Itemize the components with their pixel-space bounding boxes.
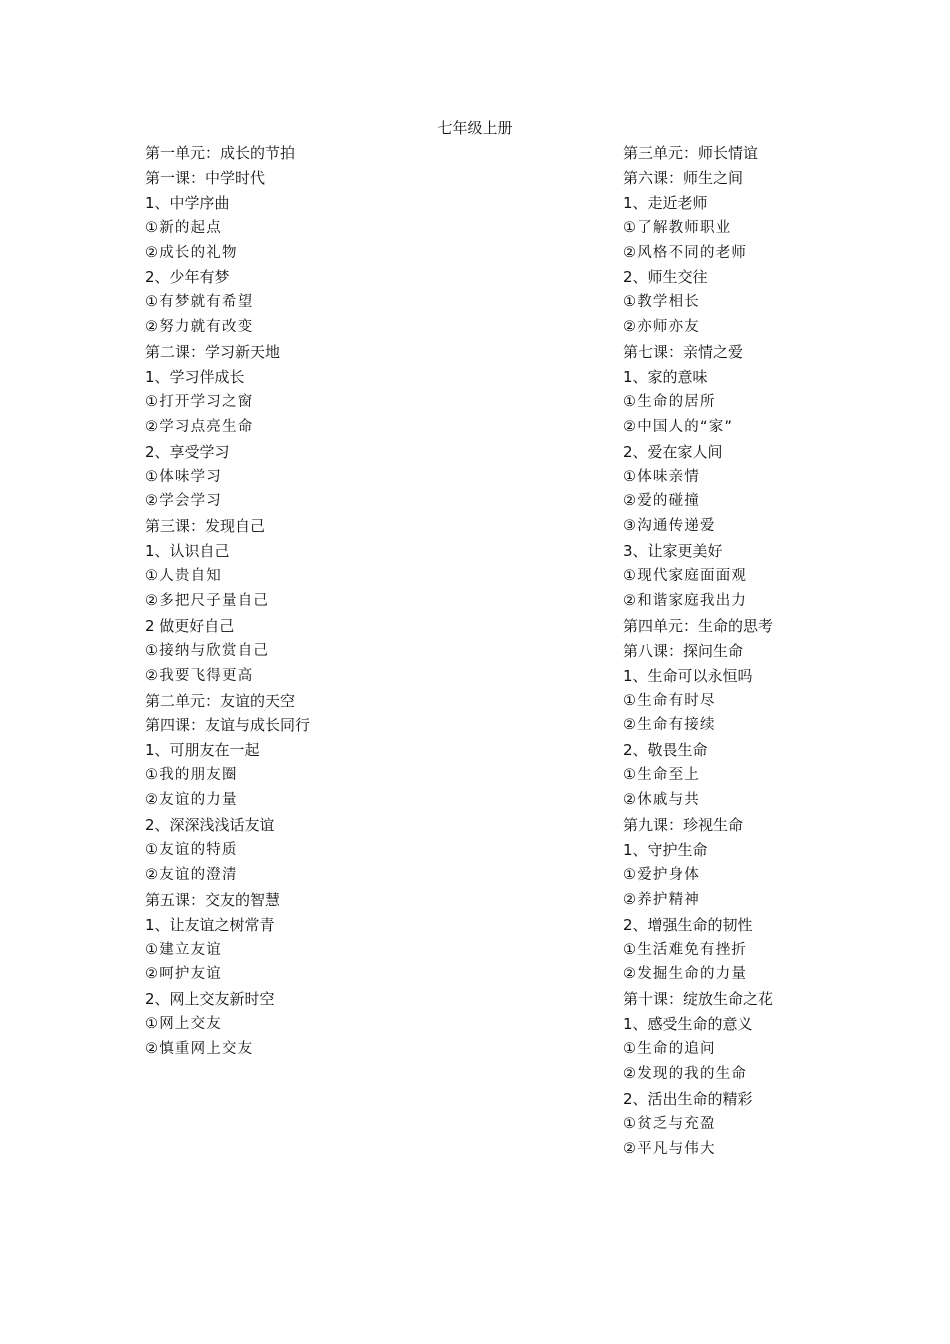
outline-subitem: ①网上交友	[145, 1016, 222, 1033]
outline-heading: 第六课：师生之间	[623, 168, 744, 187]
outline-subitem: ①生命的追问	[623, 1041, 716, 1058]
outline-heading: 2、网上交友新时空	[145, 990, 275, 1009]
outline-heading: 2 做更好自己	[145, 616, 235, 635]
outline-subitem: ①友谊的特质	[145, 841, 238, 858]
outline-subitem: ①有梦就有希望	[145, 294, 254, 311]
outline-subitem: ②慎重网上交友	[145, 1041, 254, 1058]
outline-subitem: ①我的朋友圈	[145, 767, 238, 784]
outline-subitem: ①生命至上	[623, 767, 700, 784]
outline-subitem: ①生命有时尽	[623, 692, 716, 709]
outline-heading: 1、守护生命	[623, 840, 708, 859]
outline-subitem: ②发掘生命的力量	[623, 966, 748, 983]
outline-heading: 第一单元：成长的节拍	[145, 144, 296, 162]
outline-heading: 第五课：交友的智慧	[145, 890, 281, 909]
outline-heading: 2、爱在家人间	[623, 442, 723, 461]
outline-heading: 1、家的意味	[623, 368, 708, 387]
outline-subitem: ②风格不同的老师	[623, 244, 748, 261]
outline-subitem: ②爱的碰撞	[623, 493, 700, 510]
outline-heading: 第四课：友谊与成长同行	[145, 716, 311, 735]
outline-subitem: ②学习点亮生命	[145, 418, 254, 435]
outline-subitem: ①人贵自知	[145, 568, 222, 585]
outline-subitem: ①新的起点	[145, 219, 222, 236]
outline-subitem: ①贫乏与充盈	[623, 1115, 716, 1132]
outline-heading: 2、享受学习	[145, 442, 230, 461]
outline-subitem: ②中国人的“家”	[623, 418, 734, 435]
outline-heading: 第二课：学习新天地	[145, 343, 281, 362]
outline-heading: 1、可朋友在一起	[145, 741, 260, 760]
outline-heading: 1、感受生命的意义	[623, 1015, 753, 1034]
outline-heading: 2、师生交往	[623, 268, 708, 287]
outline-subitem: ②亦师亦友	[623, 319, 700, 336]
outline-subitem: ②我要飞得更高	[145, 667, 254, 684]
outline-subitem: ②努力就有改变	[145, 319, 254, 336]
outline-heading: 第九课：珍视生命	[623, 816, 744, 835]
outline-subitem: ②休戚与共	[623, 792, 700, 809]
outline-subitem: ②发现的我的生命	[623, 1065, 748, 1082]
outline-heading: 1、生命可以永恒吗	[623, 666, 753, 685]
outline-heading: 1、学习伴成长	[145, 368, 245, 387]
outline-subitem: ②友谊的澄清	[145, 866, 238, 883]
outline-heading: 第八课：探问生命	[623, 641, 744, 660]
right-outline-column	[623, 141, 773, 1162]
outline-heading: 第十课：绽放生命之花	[623, 990, 774, 1009]
outline-subitem: ②友谊的力量	[145, 792, 238, 809]
outline-subitem: ①接纳与欣赏自己	[145, 642, 270, 659]
outline-subitem: ②养护精神	[623, 891, 700, 908]
outline-subitem: ①了解教师职业	[623, 219, 732, 236]
outline-subitem: ①体味亲情	[623, 468, 700, 485]
outline-subitem: ②多把尺子量自己	[145, 593, 270, 610]
left-outline-column	[145, 141, 310, 1062]
outline-subitem: ②生命有接续	[623, 717, 716, 734]
outline-heading: 第四单元：生命的思考	[623, 616, 774, 635]
outline-heading: 2、少年有梦	[145, 268, 230, 287]
outline-subitem: ②成长的礼物	[145, 244, 238, 261]
outline-subitem: ②平凡与伟大	[623, 1140, 716, 1157]
outline-subitem: ①爱护身体	[623, 866, 700, 883]
outline-subitem: ②呵护友谊	[145, 966, 222, 983]
outline-heading: 1、认识自己	[145, 542, 230, 561]
outline-subitem: ②学会学习	[145, 493, 222, 510]
outline-heading: 2、增强生命的韧性	[623, 915, 753, 934]
outline-heading: 第三课：发现自己	[145, 517, 266, 536]
outline-subitem: ①打开学习之窗	[145, 393, 254, 410]
outline-subitem: ①生活难免有挫折	[623, 941, 748, 958]
outline-heading: 1、走近老师	[623, 193, 708, 212]
outline-heading: 第二单元：友谊的天空	[145, 691, 296, 710]
outline-heading: 第一课：中学时代	[145, 168, 266, 187]
outline-subitem: ①生命的居所	[623, 393, 716, 410]
outline-heading: 3、让家更美好	[623, 542, 723, 561]
outline-heading: 1、中学序曲	[145, 193, 230, 212]
outline-subitem: ①现代家庭面面观	[623, 568, 748, 585]
outline-heading: 2、敬畏生命	[623, 741, 708, 760]
outline-subitem: ②和谐家庭我出力	[623, 593, 748, 610]
outline-subitem: ③沟通传递爱	[623, 518, 716, 535]
outline-heading: 1、让友谊之树常青	[145, 915, 275, 934]
outline-subitem: ①建立友谊	[145, 941, 222, 958]
outline-heading: 2、深深浅浅话友谊	[145, 816, 275, 835]
outline-subitem: ①教学相长	[623, 294, 700, 311]
outline-heading: 2、活出生命的精彩	[623, 1089, 753, 1108]
document-title: 七年级上册	[437, 119, 513, 137]
outline-subitem: ①体味学习	[145, 468, 222, 485]
outline-heading: 第三单元：师长情谊	[623, 144, 759, 162]
outline-heading: 第七课：亲情之爱	[623, 343, 744, 362]
